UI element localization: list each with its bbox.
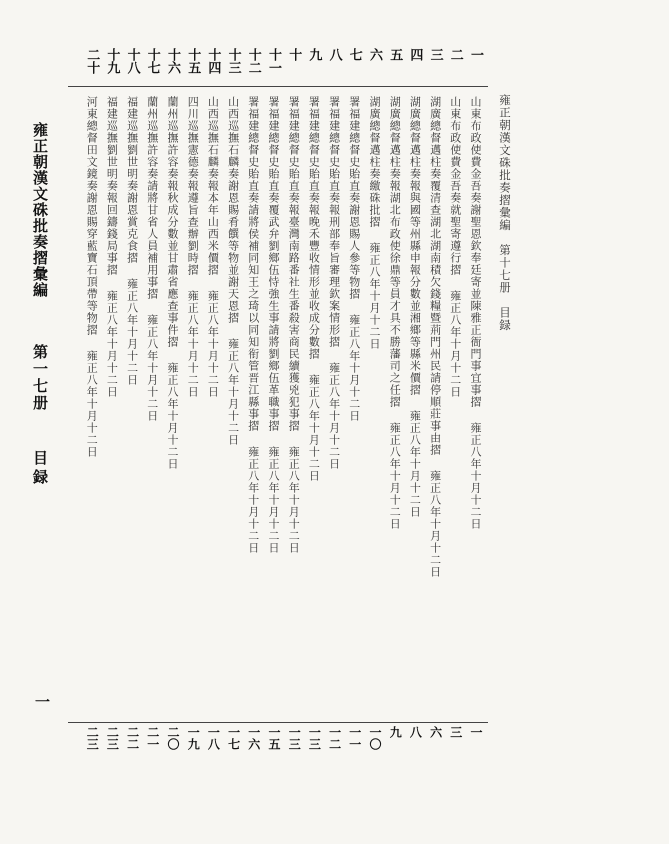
- entry-title: 蘭州巡撫許容奏請將甘省人員補用事摺 雍正八年十月十二日: [145, 96, 159, 422]
- entry-page: 二三: [105, 726, 120, 750]
- entry-number: 十九: [104, 48, 120, 74]
- entry-page: 二二: [125, 726, 140, 750]
- book-title: 雍正朝漢文硃批奏摺彙編: [31, 122, 49, 298]
- entry-page: 九: [388, 726, 403, 738]
- entry-number: 十四: [205, 48, 221, 74]
- volume-label: 第一七册: [31, 344, 49, 412]
- entry-title: 署福建總督史貽直奏請將侯補同知王之琦以同知衔管晋江縣事摺 雍正八年十月十二日: [246, 96, 260, 554]
- entry-title: 湖廣總督邁柱奏覆清查湖北湖南積欠錢糧暨荊門州民請停順莊事由摺 雍正八年十月十二日: [428, 96, 442, 578]
- entry-page: 三: [448, 726, 463, 738]
- entry-title: 福建巡撫劉世明奏謝恩賞克食摺 雍正八年十月十二日: [125, 96, 139, 386]
- entry-title: 湖廣總督邁柱奏報與國等州縣申報分數並湘鄉等縣米價摺 雍正八年十月十二日: [408, 96, 422, 518]
- entry-title: 署福建總督史貽直奏覆武弁劉鄉伍恃強生事請將劉鄉伍革職事摺 雍正八年十月十二日: [267, 96, 280, 554]
- entry-title: 湖廣總督邁柱奏繳硃批摺 雍正八年十月十二日: [368, 96, 381, 350]
- entry-page: 一: [469, 726, 483, 738]
- entry-number: 九: [306, 48, 322, 61]
- entry-number: 一: [468, 48, 483, 61]
- entry-page: 二〇: [166, 726, 180, 750]
- entry-number: 二十: [84, 48, 100, 74]
- entry-page: 一七: [226, 726, 241, 750]
- entry-number: 十五: [185, 48, 201, 74]
- entry-title: 湖廣總督邁柱奏報湖北布政使徐鼎等員才具不勝藩司之任摺 雍正八年十月十二日: [388, 96, 402, 530]
- bottom-rule: [68, 722, 488, 723]
- entry-title: 四川巡撫憲德奏報遵旨查辦劉時摺 雍正八年十月十二日: [186, 96, 200, 398]
- entry-number: 十三: [225, 48, 241, 74]
- entry-page: 六: [428, 726, 443, 738]
- entry-page: 一九: [186, 726, 201, 750]
- entry-title: 山東布政使費金吾奏就聖寄遵行摺 雍正八年十月十二日: [448, 96, 462, 398]
- entry-title: 福建巡撫劉世明奏報回鑄錢局事摺 雍正八年十月十二日: [105, 96, 119, 398]
- entry-title: 山東布政使費金吾奏謝聖恩欽奉廷寄並陳雅正衙門事宜事摺 雍正八年十月十二日: [469, 96, 482, 530]
- entry-page: 一五: [267, 726, 281, 750]
- entry-page: 一〇: [368, 726, 382, 750]
- entry-number: 十七: [144, 48, 160, 74]
- entry-number: 二: [447, 48, 463, 61]
- entry-title: 山西巡撫石麟奏謝恩賜肴饌等物並謝天恩摺 雍正八年十月十二日: [226, 96, 240, 446]
- entry-page: 一三: [287, 726, 302, 750]
- entry-page: 二三: [85, 726, 100, 750]
- top-rule: [68, 86, 488, 87]
- entry-number: 三: [427, 48, 443, 61]
- catalog-header: 雍正朝漢文硃批奏摺彙編 第十七册 目録: [498, 94, 512, 332]
- entry-page: 一六: [246, 726, 261, 750]
- entry-page: 一二: [327, 726, 342, 750]
- entry-title: 山西巡撫石麟奏報本年山西米價摺 雍正八年十月十二日: [206, 96, 220, 398]
- entry-number: 十八: [124, 48, 140, 74]
- section-label: 目録: [31, 450, 49, 488]
- entry-number: 十二: [245, 48, 261, 74]
- entry-number: 十: [286, 48, 302, 61]
- entry-page: 八: [408, 726, 423, 738]
- entry-page: 一一: [347, 726, 362, 750]
- entry-title: 署福建總督史貽直奏報刑部奉旨審理欽案情形摺 雍正八年十月十二日: [327, 96, 341, 470]
- entry-number: 五: [387, 48, 403, 61]
- page-number: 一: [33, 694, 51, 709]
- entry-title: 署福建總督史貽直奏報晚禾豐收情形並收成分數摺 雍正八年十月十二日: [307, 96, 321, 482]
- entry-title: 署福建總督史貽直奏謝恩賜人參等物摺 雍正八年十月十二日: [347, 96, 361, 422]
- entry-title: 署福建總督史貽直奏報臺灣南路番社生番殺害商民續獲兇犯事摺 雍正八年十月十二日: [287, 96, 301, 554]
- entry-page: 一三: [307, 726, 322, 750]
- entry-page: 二一: [145, 726, 160, 750]
- entry-number: 四: [407, 48, 423, 61]
- entry-number: 十一: [266, 48, 281, 74]
- entry-number: 八: [326, 48, 342, 61]
- entry-title: 河東總督田文鏡奏謝恩賜穿藍寶石頂帶等物摺 雍正八年十月十二日: [85, 96, 99, 458]
- entry-number: 七: [346, 48, 362, 61]
- entry-number: 十六: [165, 48, 180, 74]
- entry-number: 六: [367, 48, 382, 61]
- entry-title: 蘭州巡撫許容奏報秋成分數並甘肅省應查事件摺 雍正八年十月十二日: [166, 96, 179, 470]
- entry-page: 一八: [206, 726, 221, 750]
